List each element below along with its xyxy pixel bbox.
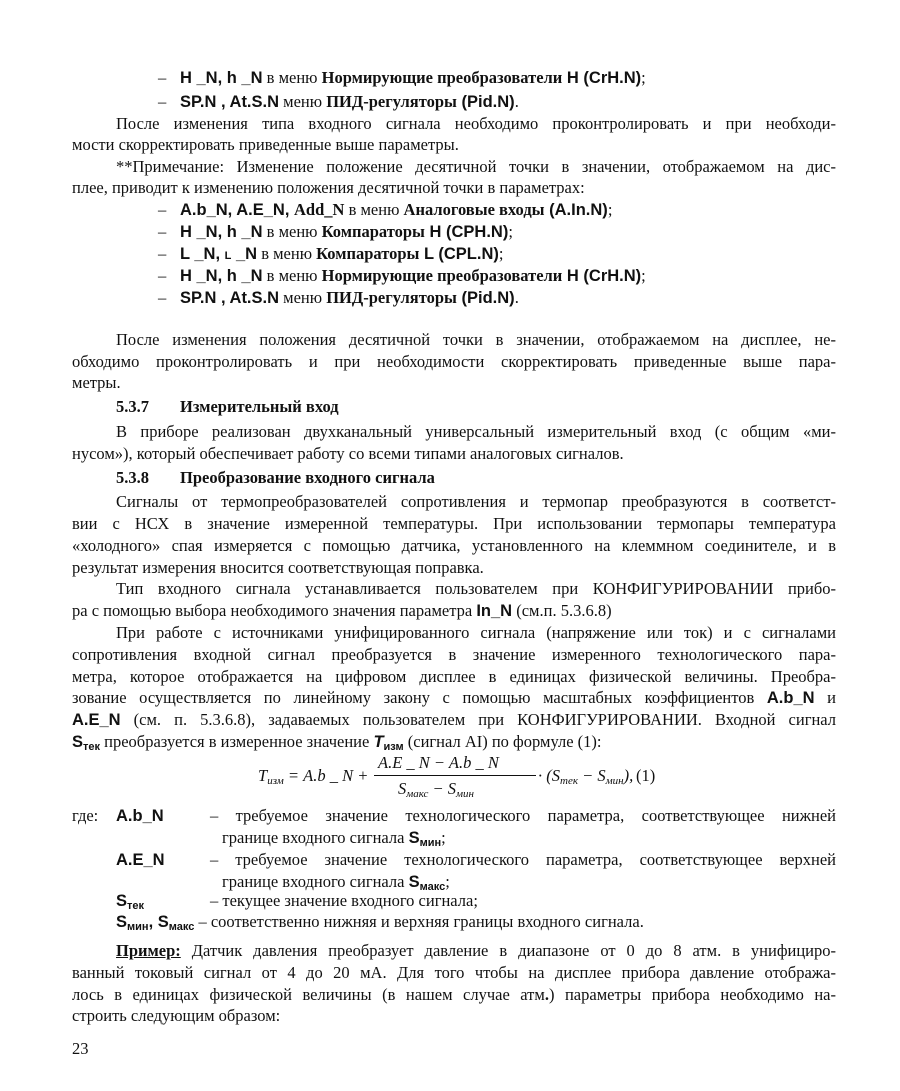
list-item: – H _N, h _N в меню Нормирующие преобразователи H (CrH.N); (158, 68, 646, 87)
list-item: – H _N, h _N в меню Компараторы H (CPH.N); (158, 222, 513, 241)
section-title: Измерительный вход (180, 397, 339, 416)
term: Sтек (116, 892, 145, 912)
formula-numerator: A.E _ N − A.b _ N (378, 753, 499, 772)
definition-line: – требуемое значение технологического параметра, соответствующее нижней (210, 806, 836, 825)
list-item: – H _N, h _N в меню Нормирующие преобразователи H (CrH.N); (158, 266, 646, 285)
paragraph-line: обходимо проконтролировать и при необходимости скорректировать приведенные выше пара- (72, 352, 836, 371)
paragraph-line: Sтек преобразуется в измеренное значение Tизм (сигнал AI) по формуле (1): (72, 732, 602, 753)
paragraph-line: метры. (72, 373, 121, 392)
paragraph-line: нусом»), который обеспечивает работу со всеми типами аналоговых сигналов. (72, 444, 624, 463)
list-item: – L _N, L _N в меню Компараторы L (CPL.N); (158, 244, 504, 263)
param-in-n: In_N (476, 602, 513, 620)
paragraph-line: При работе с источниками унифицированного сигнала (напряжение или ток) и с сигналами (116, 623, 836, 642)
term: A.b_N (116, 807, 164, 825)
paragraph-line: метра, которое отображается на цифровом дисплее в единицах физической величины. Преобра- (72, 667, 836, 686)
paragraph-line: После изменения положения десятичной точки в значении, отображаемом на дисплее, не- (116, 330, 836, 349)
section-number: 5.3.8 (116, 468, 149, 487)
list-item: – SP.N , At.S.N меню ПИД-регуляторы (Pid.N). (158, 92, 519, 111)
paragraph-line: После изменения типа входного сигнала необходимо проконтролировать и при необходи- (116, 114, 836, 133)
paragraph-line: ра с помощью выбора необходимого значения параметра In_N (см.п. 5.3.6.8) (72, 601, 612, 620)
paragraph-line: вии с НСХ в значение измеренной температуры. При использовании термопары температура (72, 514, 836, 533)
fraction-bar (374, 775, 536, 776)
page-number: 23 (72, 1039, 89, 1058)
paragraph-line: A.E_N (см. п. 5.3.6.8), задаваемых пользователем при КОНФИГУРИРОВАНИИ. Входной сигнал (72, 710, 836, 729)
list-item: – A.b_N, A.E_N, Add_N в меню Аналоговые входы (A.In.N); (158, 200, 613, 219)
example-line: ванный токовый сигнал от 4 до 20 мА. Для того чтобы на дисплее прибора давление отобража- (72, 963, 836, 982)
document-page: – H _N, h _N в меню Нормирующие преобразователи H (CrH.N); – SP.N , At.S.N меню ПИД-регуляторы (Pid.N). После изменения типа входного сигнала необходимо проконтролировать и при необходи- мости скорректировать приведенные выше параметры. **Примечание: Изменение положение десятичной точки в значении, отображаемом на дис- плее, приводит к изменению положения десятичной точки в параметрах: – A.b_N, A.E_N, Add_N в меню Аналоговые входы (A.In.N); – H _N, h _N в меню Компараторы H (CPH.N); – L _N, L _N в меню Компараторы L (CPL.N); – H _N, h _N в меню Нормирующие преобразователи H (CrH.N); – SP.N , At.S.N меню ПИД-регуляторы (Pid.N). После изменения положения десятичной точки в значении, отображаемом на дисплее, не- обходимо проконтролировать и при необходимости скорректировать приведенные выше пара- метры. 5.3.7 Измерительный вход В приборе реализован двухканальный универсальный измерительный вход (с общим «ми- нусом»), который обеспечивает работу со всеми типами аналоговых сигналов. 5.3.8 Преобразование входного сигнала Сигналы от термопреобразователей сопротивления и термопар преобразуются в соответст- вии с НСХ в значение измеренной температуры. При использовании термопары температура «холодного» спая измеряется с помощью датчика, установленного на клеммном соединителе, и в результат измерения вносится соответствующая поправка. Тип входного сигнала устанавливается пользователем при КОНФИГУРИРОВАНИИ прибо- ра с помощью выбора необходимого значения параметра In_N (см.п. 5.3.6.8) При работе с источниками унифицированного сигнала (напряжение или ток) и с сигналами сопротивления входной сигнал преобразуется в значение измеренного технологического пара- метра, которое отображается на цифровом дисплее в единицах физической величины. Преобра- зование осуществляется по линейному закону с помощью масштабных коэффициентов A.b_N и A.E_N (см. п. 5.3.6.8), задаваемых пользователем при КОНФИГУРИРОВАНИИ. Входной сигнал Sтек преобразуется в измеренное значение Tизм (сигнал AI) по формуле (1): Tизм = A.b _ N + A.E _ N − A.b _ N Sмакс − Sмин · (Sтек − Sмин), (1) где: A.b_N – требуемое значение технологического параметра, соответствующее нижней границе входного сигнала Sмин; A.E_N – требуемое значение технологического параметра, соответствующее верхней границе входного сигнала Sмакс; Sтек – текущее значение входного сигнала; Sмин, Sмакс – соответственно нижняя и верхняя границы входного сигнала. Пример: Датчик давления преобразует давление в диапазоне от 0 до 8 атм. в унифициро- ванный токовый сигнал от 4 до 20 мА. Для того чтобы на дисплее прибора давление отобража- лось в единицах физической величины (в нашем случае атм.) параметры прибора необходимо на- строить следующим образом: 23 (72, 68, 837, 1058)
paragraph-line: Сигналы от термопреобразователей сопротивления и термопар преобразуются в соответст- (116, 492, 836, 511)
definition-line: – текущее значение входного сигнала; (210, 891, 478, 910)
example-line: строить следующим образом: (72, 1006, 281, 1025)
paragraph-line: мости скорректировать приведенные выше параметры. (72, 135, 459, 154)
definition-line: границе входного сигнала Sмакс; (222, 872, 450, 893)
paragraph-line: результат измерения вносится соответствующая поправка. (72, 558, 484, 577)
formula-number: (1) (636, 766, 656, 785)
where-label: где: (72, 806, 99, 825)
example-line: Пример: Датчик давления преобразует давление в диапазоне от 0 до 8 атм. в унифициро- (116, 941, 836, 960)
note-line: плее, приводит к изменению положения десятичной точки в параметрах: (72, 178, 585, 197)
note-line: **Примечание: Изменение положение десятичной точки в значении, отображаемом на дис- (116, 157, 836, 176)
definition-line: границе входного сигнала Sмин; (222, 828, 446, 849)
paragraph-line: В приборе реализован двухканальный универсальный измерительный вход (с общим «ми- (116, 422, 836, 441)
section-number: 5.3.7 (116, 397, 149, 416)
example-label: Пример: (116, 941, 181, 960)
list-item: – SP.N , At.S.N меню ПИД-регуляторы (Pid.N). (158, 288, 519, 307)
term: Sмин, Sмакс – соответственно нижняя и верхняя границы входного сигнала. (116, 912, 644, 933)
section-title: Преобразование входного сигнала (180, 468, 435, 487)
paragraph-line: зование осуществляется по линейному закону с помощью масштабных коэффициентов A.b_N и (72, 688, 836, 707)
definition-line: – требуемое значение технологического параметра, соответствующее верхней (210, 850, 836, 869)
formula-denominator: Sмакс − Sмин (398, 779, 475, 800)
term: A.E_N (116, 851, 165, 869)
example-line: лось в единицах физической величины (в нашем случае атм.) параметры прибора необходимо на- (72, 985, 837, 1004)
paragraph-line: «холодного» спая измеряется с помощью датчика, установленного на клеммном соединителе, и в (72, 536, 836, 555)
paragraph-line: Тип входного сигнала устанавливается пользователем при КОНФИГУРИРОВАНИИ прибо- (116, 579, 836, 598)
paragraph-line: сопротивления входной сигнал преобразуется в значение измеренного технологического пара- (72, 645, 836, 664)
